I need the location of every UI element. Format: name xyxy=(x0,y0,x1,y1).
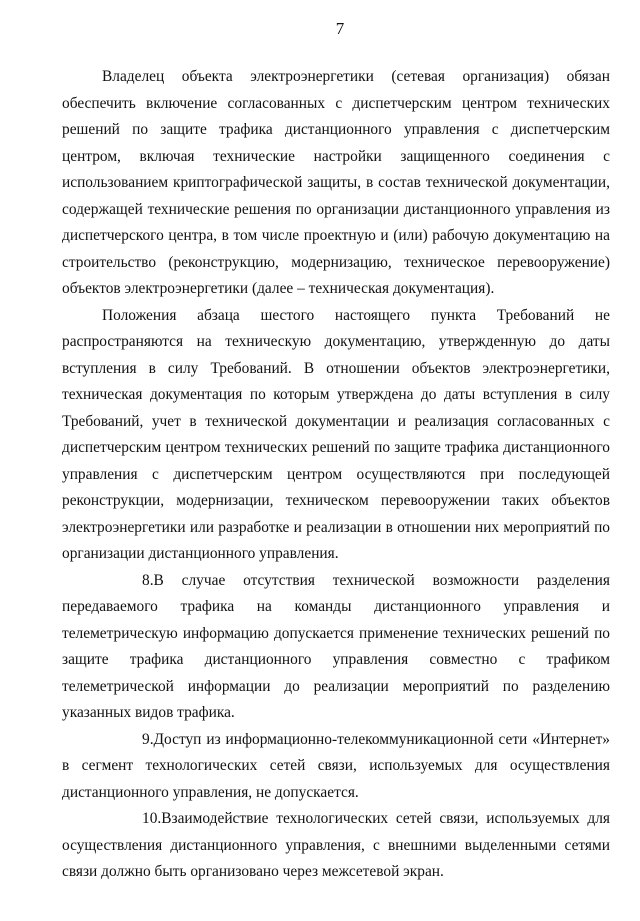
page-number: 7 xyxy=(335,19,345,38)
paragraph-item-10 xyxy=(62,806,610,886)
paragraph-text: Владелец объекта электроэнергетики (сетевая организация) обязан обеспечить включение согласованных с диспетчерским центром технических решений по защите трафика дистанционного управления с диспетчерским центром, включая технические настройки защищенного соединения с использованием криптографической защиты, в состав технической документации, содержащей технические решения по организации дистанционного управления из диспетчерского центра, в том числе проектную и (или) рабочую документацию на строительство (реконструкцию, модернизацию, техническое перевооружение) объектов электроэнергетики (далее – техническая документация). xyxy=(62,68,610,297)
item-number: 10. xyxy=(142,810,162,827)
paragraph-owner-obligation xyxy=(62,64,610,303)
paragraph-text: Взаимодействие технологических сетей связи, используемых для осуществления дистанционного управления, с внешними выделенными сетями связи должно быть организовано через межсетевой экран. xyxy=(62,810,610,880)
document-body xyxy=(62,64,610,886)
paragraph-provisions-exemption xyxy=(62,303,610,568)
item-number: 9. xyxy=(142,730,154,748)
paragraph-text: Положения абзаца шестого настоящего пункта Требований не распространяются на техническую документацию, утвержденную до даты вступления в силу Требований. В отношении объектов электроэнергетики, техническая документация по которым утверждена до даты вступления в силу Требований, учет в технической документации и реализация согласованных с диспетчерским центром технических решений по защите трафика дистанционного управления с диспетчерским центром осуществляются при последующей реконструкции, модернизации, техническом перевооружении таких объектов электроэнергетики или разработке и реализации в отношении них мероприятий по организации дистанционного управления. xyxy=(62,306,610,562)
paragraph-text: Доступ из информационно-телекоммуникационной сети «Интернет» в сегмент технологических сетей связи, используемых для осуществления дистанционного управления, не допускается. xyxy=(62,730,610,801)
paragraph-item-9 xyxy=(62,727,610,807)
paragraph-item-8 xyxy=(62,568,610,727)
item-number: 8. xyxy=(142,571,154,589)
paragraph-text: В случае отсутствия технической возможности разделения передаваемого трафика на команды дистанционного управления и телеметрическую информацию допускается применение технических решений по защите трафика дистанционного управления совместно с трафиком телеметрической информации до реализации мероприятий по разделению указанных видов трафика. xyxy=(62,571,610,721)
